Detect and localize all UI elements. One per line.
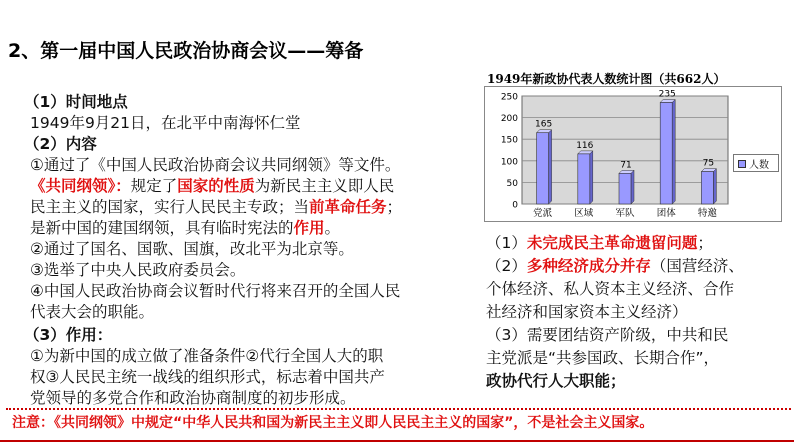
x-tick-label: 军队 bbox=[615, 208, 635, 219]
effect-line-2: 权③人民民主统一战线的组织形式，标志着中国共产 bbox=[30, 368, 385, 386]
text-span: ； bbox=[386, 198, 403, 216]
bar bbox=[701, 172, 713, 204]
x-tick-label: 党派 bbox=[533, 208, 553, 219]
bar-top bbox=[537, 130, 552, 133]
chart-title: 1949年新政协代表人数统计图（共662人） bbox=[487, 72, 726, 86]
text-span: 民主主义的国家，实行人民民主专政；当 bbox=[30, 198, 310, 216]
highlight-nature: 国家的性质 bbox=[177, 177, 255, 195]
bar bbox=[578, 154, 590, 204]
section2-label: （2）内容 bbox=[24, 135, 97, 153]
bar-side bbox=[590, 151, 593, 204]
bar bbox=[537, 133, 549, 204]
y-tick-label: 50 bbox=[506, 178, 518, 189]
bar-top bbox=[701, 169, 716, 172]
reason-3-highlight: 政协代行人大职能； bbox=[486, 372, 626, 390]
reason-1 bbox=[486, 232, 786, 255]
section3-label: （3）作用： bbox=[24, 326, 113, 344]
bar-top bbox=[619, 170, 634, 173]
bar-chart bbox=[484, 86, 734, 222]
legend-label: 人数 bbox=[749, 160, 769, 171]
gangling-line-3 bbox=[30, 218, 470, 239]
bar bbox=[619, 173, 631, 204]
content-item-4a: ④中国人民政治协商会议暂时代行将来召开的全国人民 bbox=[30, 282, 401, 300]
text-span: 为新民主主义即人民 bbox=[254, 177, 395, 195]
x-tick-label: 特邀 bbox=[697, 208, 717, 219]
bar-top bbox=[660, 99, 675, 102]
y-tick-label: 0 bbox=[512, 200, 518, 211]
chart-legend bbox=[733, 154, 779, 172]
page-title: 2、第一届中国人民政治协商会议——筹备 bbox=[8, 40, 364, 62]
content-item-3: ③选举了中央人民政府委员会。 bbox=[30, 261, 246, 279]
highlight-task: 前革命任务 bbox=[309, 198, 387, 216]
text-span: 。 bbox=[324, 219, 341, 237]
y-tick-label: 200 bbox=[500, 114, 518, 125]
section1-text: 1949年9月21日，在北平中南海怀仁堂 bbox=[30, 114, 301, 132]
gangling-line-2 bbox=[30, 197, 470, 218]
data-label: 116 bbox=[576, 140, 594, 151]
bar-side bbox=[672, 99, 675, 204]
y-tick-label: 100 bbox=[500, 157, 518, 168]
reason-2-cont-1: 个体经济、私人资本主义经济、合作 bbox=[486, 280, 735, 298]
reason-2-cont-2: 社经济和国家资本主义经济） bbox=[486, 303, 688, 321]
content-right bbox=[486, 232, 786, 393]
text-span: （2） bbox=[486, 257, 527, 275]
content-item-4b: 代表大会的职能。 bbox=[30, 303, 155, 321]
text-span: （1） bbox=[486, 234, 527, 252]
text-span: （国营经济、 bbox=[650, 257, 744, 275]
data-label: 235 bbox=[658, 89, 676, 100]
reason-2-highlight: 多种经济成分并存 bbox=[526, 257, 651, 275]
data-label: 71 bbox=[620, 160, 632, 171]
data-label: 165 bbox=[535, 119, 553, 130]
content-item-2: ②通过了国名、国歌、国旗，改北平为北京等。 bbox=[30, 240, 354, 258]
reason-1-highlight: 未完成民主革命遗留问题 bbox=[526, 234, 698, 252]
gangling-line-1 bbox=[30, 176, 470, 197]
y-tick-label: 250 bbox=[500, 92, 518, 103]
bottom-rule bbox=[0, 440, 794, 442]
gangling-label: 《共同纲领》： bbox=[30, 177, 131, 195]
content-item-1: ①通过了《中国人民政治协商会议共同纲领》等文件。 bbox=[30, 156, 401, 174]
text-span: 是新中国的建国纲领，具有临时宪法的 bbox=[30, 219, 294, 237]
x-tick-label: 团体 bbox=[656, 208, 676, 219]
bar-top bbox=[578, 151, 593, 154]
highlight-role: 作用 bbox=[293, 219, 325, 237]
content-left bbox=[24, 92, 470, 409]
bar-side bbox=[549, 130, 552, 204]
effect-line-1: ①为新中国的成立做了准备条件②代行全国人大的职 bbox=[30, 347, 384, 365]
bar-side bbox=[631, 170, 634, 204]
reason-2 bbox=[486, 255, 786, 278]
note-text: 注意：《共同纲领》中规定“中华人民共和国为新民主主义即人民民主主义的国家”，不是社会主义国家。 bbox=[12, 415, 654, 431]
data-label: 75 bbox=[702, 158, 715, 169]
effect-line-3: 党领导的多党合作和政治协商制度的初步形成。 bbox=[30, 389, 356, 407]
legend-swatch bbox=[738, 160, 746, 168]
x-tick-label: 区域 bbox=[574, 208, 594, 219]
bar-side bbox=[713, 169, 716, 204]
section1-label: （1）时间地点 bbox=[24, 93, 128, 111]
text-span: 规定了 bbox=[130, 177, 178, 195]
text-span: ； bbox=[697, 234, 713, 252]
y-tick-label: 150 bbox=[500, 135, 518, 146]
reason-3: （3）需要团结资产阶级，中共和民 bbox=[486, 326, 729, 344]
reason-3-cont: 主党派是“共参国政、长期合作”， bbox=[486, 349, 720, 367]
bar bbox=[660, 102, 672, 204]
